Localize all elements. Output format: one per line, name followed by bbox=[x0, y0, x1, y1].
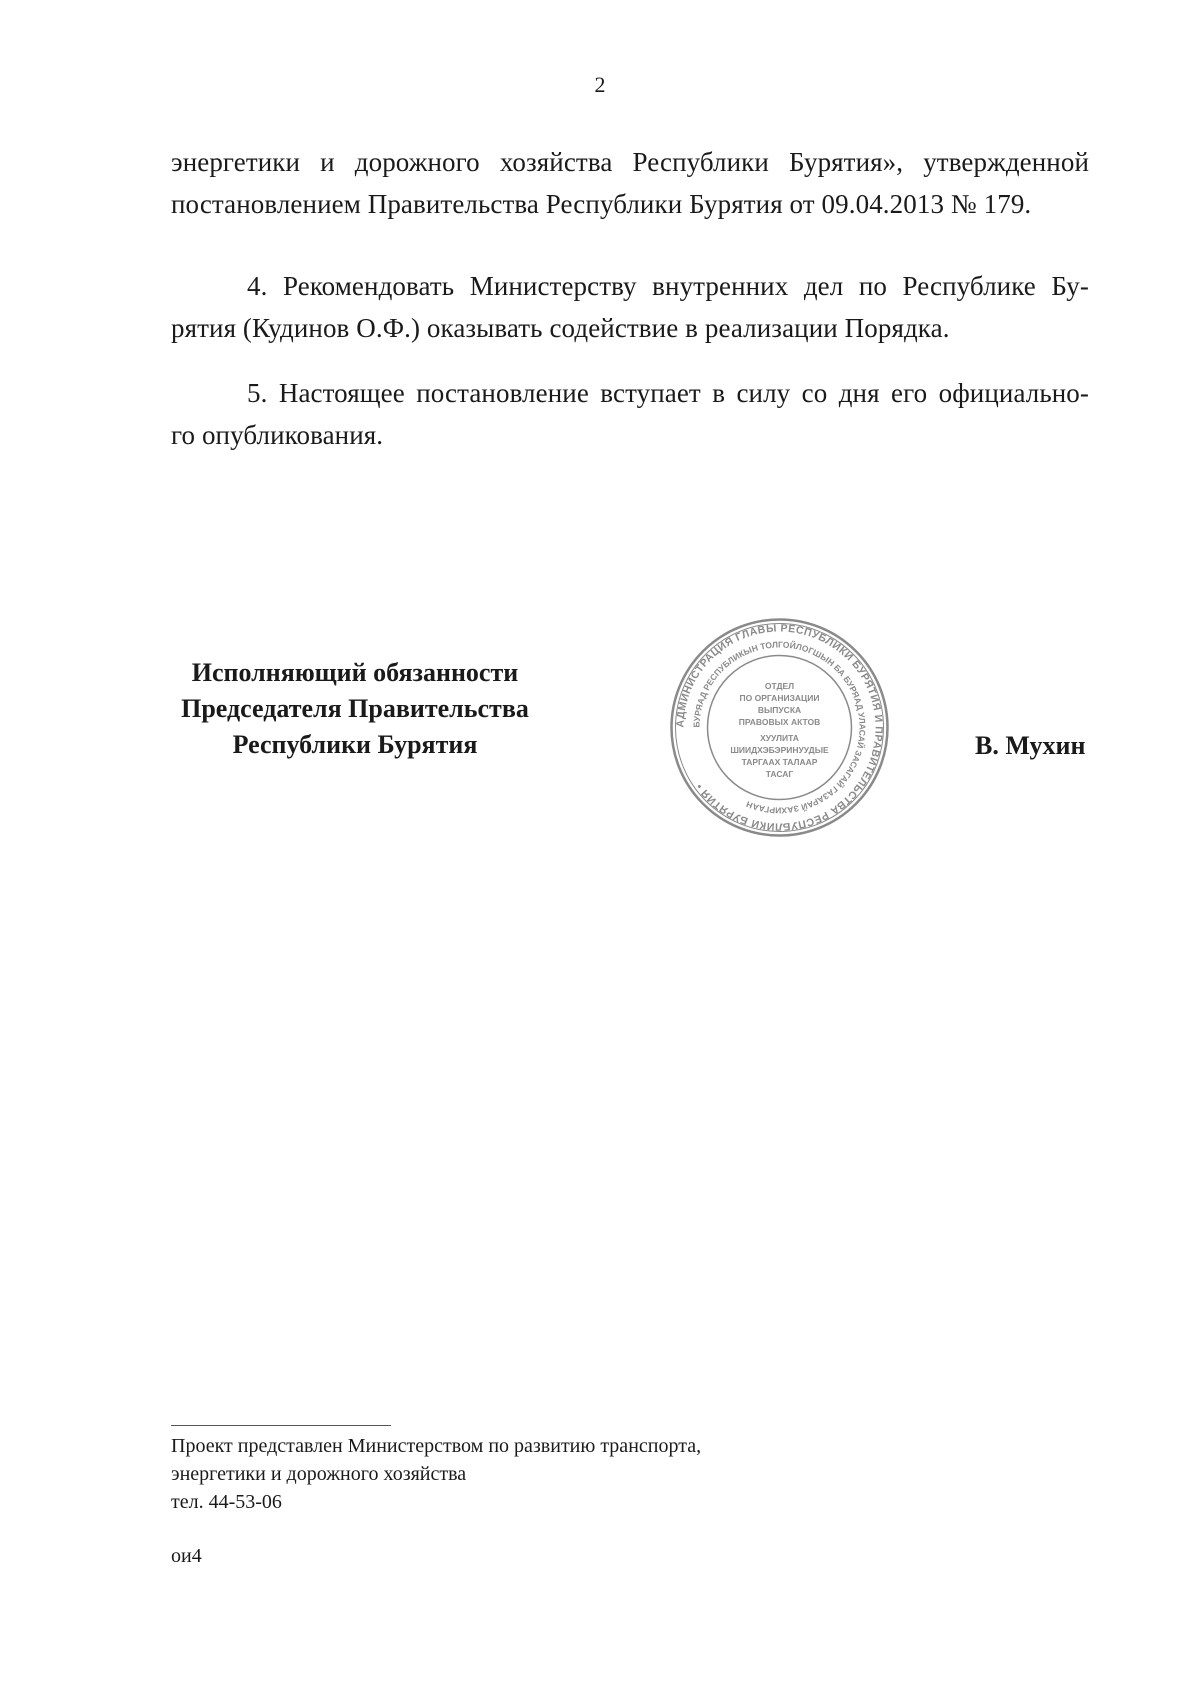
paragraph-item-4 bbox=[171, 265, 1089, 349]
seal-center-line: ОТДЕЛ bbox=[764, 681, 795, 691]
footnote-divider bbox=[171, 1425, 391, 1426]
seal-center-line: ТАРГААХ ТАЛААР bbox=[741, 757, 818, 767]
official-seal-stamp bbox=[667, 615, 892, 840]
text-line: 4. Рекомендовать Министерству внутренних дел по Республике Бу- bbox=[247, 271, 1089, 301]
text-line: 5. Настоящее постановление вступает в силу со дня его официально- bbox=[247, 378, 1089, 408]
seal-center-line: ПО ОРГАНИЗАЦИИ bbox=[739, 693, 820, 703]
signatory-title-line: Республики Бурятия bbox=[232, 730, 478, 759]
text-line: го опубликования. bbox=[171, 420, 384, 450]
seal-center-line: ШИИДХЭБЭРИНУУДЫЕ bbox=[730, 745, 829, 755]
seal-outer-text: АДМИНИСТРАЦИЯ ГЛАВЫ РЕСПУБЛИКИ БУРЯТИЯ И ПРАВИТЕЛЬСТВА РЕСПУБЛИКИ БУРЯТИЯ • bbox=[674, 622, 885, 833]
seal-center-line: ХУУЛИТА bbox=[760, 733, 799, 743]
page-number: 2 bbox=[594, 72, 606, 97]
document-code: ои4 bbox=[171, 1545, 202, 1567]
signatory-name: В. Мухин bbox=[975, 731, 1086, 760]
svg-text:БУРЯАД РЕСПУБЛИКЫН ТОЛГОЙЛОГШЫ bbox=[691, 639, 867, 815]
seal-inner-ring-text: БУРЯАД РЕСПУБЛИКЫН ТОЛГОЙЛОГШЫН БА БУРЯАД УЛАСАЙ ЗАСАГАЙ ГАЗАРАЙ ЗАХИРГААН bbox=[691, 639, 868, 816]
text-line: рятия (Кудинов О.Ф.) оказывать содействие в реализации Порядка. bbox=[171, 313, 950, 343]
seal-center-line: ВЫПУСКА bbox=[757, 705, 802, 715]
paragraph-item-5 bbox=[171, 372, 1089, 456]
seal-center-line: ТАСАГ bbox=[765, 769, 794, 779]
text-line: энергетики и дорожного хозяйства Республики Бурятия», утвержденной bbox=[171, 147, 1089, 177]
footnote-line: тел. 44-53-06 bbox=[171, 1491, 282, 1513]
text-line: постановлением Правительства Республики Бурятия от 09.04.2013 № 179. bbox=[171, 189, 1032, 219]
signatory-title-line: Исполняющий обязанности bbox=[191, 658, 519, 687]
seal-center-line: ПРАВОВЫХ АКТОВ bbox=[738, 717, 821, 727]
svg-text:АДМИНИСТРАЦИЯ ГЛАВЫ РЕСПУБЛИКИ bbox=[674, 622, 884, 832]
footnote bbox=[171, 1432, 701, 1516]
seal-icon bbox=[667, 615, 892, 840]
signatory-title bbox=[150, 655, 560, 763]
footnote-line: Проект представлен Министерством по развитию транспорта, bbox=[171, 1435, 702, 1457]
paragraph-continuation bbox=[171, 141, 1089, 225]
footnote-line: энергетики и дорожного хозяйства bbox=[171, 1463, 467, 1485]
signatory-title-line: Председателя Правительства bbox=[181, 694, 529, 723]
